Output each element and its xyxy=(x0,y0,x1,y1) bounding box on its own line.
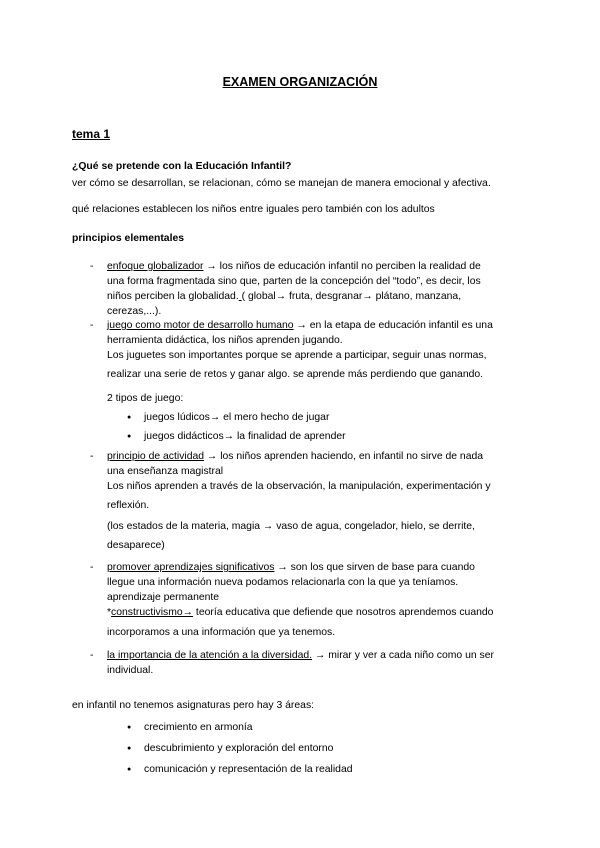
principle-3-line: (los estados de la materia, magia → vaso de agua, congelador, hielo, se derrite, xyxy=(107,521,475,532)
areas-intro: en infantil no tenemos asignaturas pero hay 3 áreas: xyxy=(72,700,315,711)
principle-3-line: una enseñanza magistral xyxy=(107,466,224,477)
list-dash: - xyxy=(90,261,94,272)
principle-term: enfoque globalizador xyxy=(107,261,204,272)
principles-heading: principios elementales xyxy=(72,233,185,244)
principle-2-line: realizar una serie de retos y ganar algo. se aprende más perdiendo que ganando. xyxy=(107,369,484,380)
principle-3-line: Los niños aprenden a través de la observación, la manipulación, experimentación y xyxy=(107,481,491,492)
principle-1-line: niños perciben la globalidad. ( global→ fruta, desgranar→ plátano, manzana, xyxy=(107,291,462,302)
principle-4-line: *constructivismo→ teoría educativa que defiende que nosotros aprendemos cuando xyxy=(107,607,494,618)
bullet: ● xyxy=(127,433,132,440)
area-item: comunicación y representación de la realidad xyxy=(144,764,353,775)
list-dash: - xyxy=(90,562,94,573)
principle-5: la importancia de la atención a la diversidad. → mirar y ver a cada niño como un ser xyxy=(107,650,494,661)
bullet: ● xyxy=(127,766,132,773)
principle-1-line: cerezas,...). xyxy=(107,306,162,317)
game-type-item: juegos lúdicos→ el mero hecho de jugar xyxy=(144,412,330,423)
principle-term: la importancia de la atención a la diversidad. xyxy=(107,650,313,661)
principle-4-line: llegue una información nueva podamos relacionarla con la que ya teníamos. xyxy=(107,577,459,588)
question-heading: ¿Qué se pretende con la Educación Infantil? xyxy=(72,161,292,172)
principle-3-line: reflexión. xyxy=(107,500,150,511)
area-item: descubrimiento y exploración del entorno xyxy=(144,743,334,754)
topic-heading: tema 1 xyxy=(72,127,111,141)
principle-1: enfoque globalizador → los niños de educación infantil no perciben la realidad de xyxy=(107,261,481,272)
principle-3-line: desaparece) xyxy=(107,540,165,551)
bullet: ● xyxy=(127,724,132,731)
intro-line: qué relaciones establecen los niños entre iguales pero también con los adultos xyxy=(72,204,435,215)
principle-term: principio de actividad xyxy=(107,451,205,462)
principle-4: promover aprendizajes significativos → son los que sirven de base para cuando xyxy=(107,562,475,573)
game-type-item: juegos didácticos→ la finalidad de aprender xyxy=(144,431,346,442)
bullet: ● xyxy=(127,414,132,421)
game-types-intro: 2 tipos de juego: xyxy=(107,393,184,404)
page-title: EXAMEN ORGANIZACIÓN xyxy=(222,75,378,89)
list-dash: - xyxy=(90,650,94,661)
principle-5-line: individual. xyxy=(107,665,154,676)
principle-term: promover aprendizajes significativos xyxy=(107,562,275,573)
principle-2-line: herramienta didáctica, los niños aprenden jugando. xyxy=(107,335,343,346)
bullet: ● xyxy=(127,745,132,752)
principle-4-line: incorporamos a una información que ya tenemos. xyxy=(107,627,336,638)
principle-term: juego como motor de desarrollo humano xyxy=(107,320,294,331)
list-dash: - xyxy=(90,320,94,331)
principle-term: constructivismo→ xyxy=(111,607,194,618)
principle-2-line: Los juguetes son importantes porque se aprende a participar, seguir unas normas, xyxy=(107,350,487,361)
intro-line: ver cómo se desarrollan, se relacionan, cómo se manejan de manera emocional y afectiva. xyxy=(72,178,491,189)
principle-4-line: aprendizaje permanente xyxy=(107,592,220,603)
list-dash: - xyxy=(90,451,94,462)
area-item: crecimiento en armonía xyxy=(144,722,253,733)
principle-3: principio de actividad → los niños aprenden haciendo, en infantil no sirve de nada xyxy=(107,451,484,462)
principle-1-line: una forma fragmentada sino que, parten de la concepción del “todo”, es decir, los xyxy=(107,276,481,287)
principle-2: juego como motor de desarrollo humano → en la etapa de educación infantil es una xyxy=(107,320,493,331)
